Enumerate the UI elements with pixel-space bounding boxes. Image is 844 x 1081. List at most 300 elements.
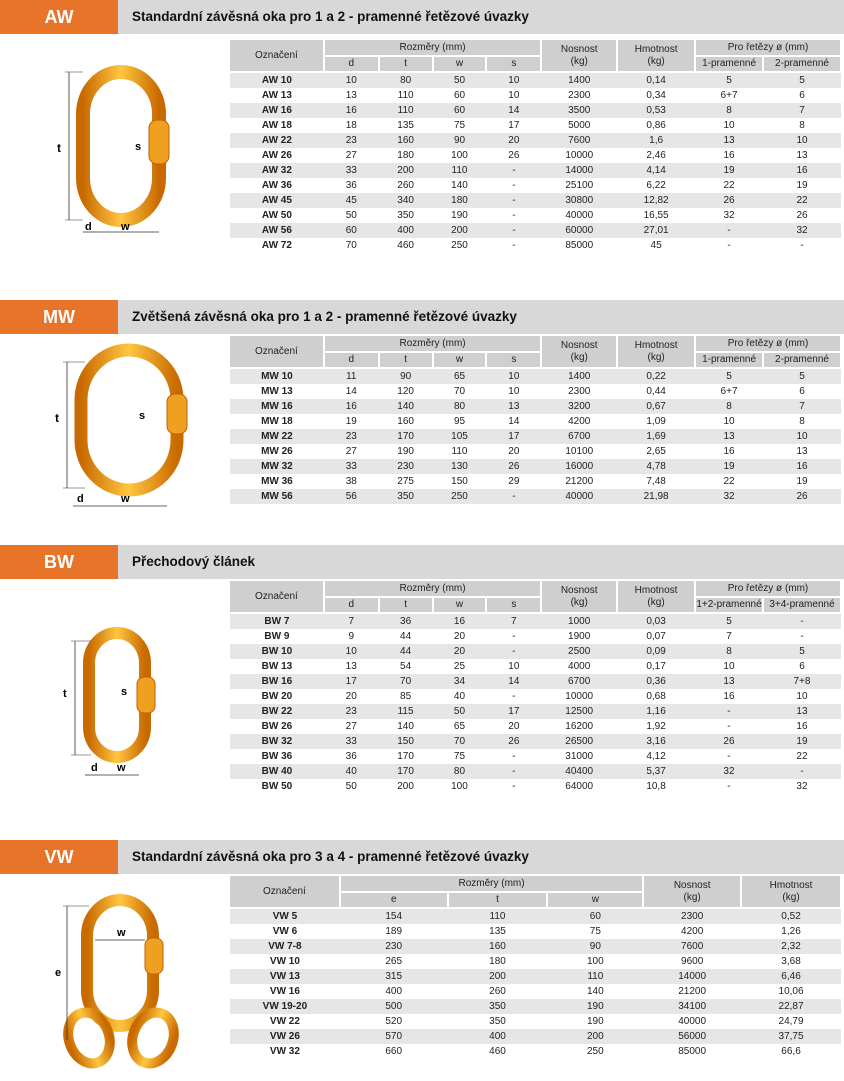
col-sub-t: t: [448, 892, 548, 908]
row-cell: 60: [453, 90, 466, 101]
table-row: [230, 88, 841, 103]
row-cell: 60: [324, 223, 379, 238]
table-row: [230, 689, 841, 704]
row-cell: 4,14: [617, 163, 695, 178]
row-cell: 0,14: [617, 72, 695, 88]
row-cell: 4,78: [617, 459, 695, 474]
row-cell: 10: [763, 429, 841, 444]
row-cell: 7600: [643, 939, 741, 954]
row-designation: MW 22: [230, 429, 324, 444]
table-row: [230, 659, 841, 674]
row-cell: 160: [379, 133, 433, 148]
row-cell: 9: [348, 631, 355, 642]
row-cell: 1,16: [617, 704, 695, 719]
aw-table: [230, 40, 842, 253]
row-cell: 26: [486, 459, 541, 474]
row-cell: 65: [453, 721, 466, 732]
table-row: [230, 644, 841, 659]
row-cell: 26: [695, 193, 763, 208]
row-cell: 6+7: [720, 90, 738, 101]
row-cell: 50: [433, 72, 487, 88]
row-designation: BW 50: [261, 781, 293, 792]
row-cell: 32: [695, 764, 763, 779]
dim-label-d: d: [77, 493, 84, 505]
row-cell: -: [512, 781, 516, 792]
table-row: [230, 1029, 841, 1044]
section-vw: [0, 840, 844, 1081]
table-row: [230, 384, 841, 399]
row-cell: -: [486, 764, 541, 779]
row-cell: 7: [486, 613, 541, 629]
row-cell: 22,87: [741, 999, 841, 1014]
row-cell: 400: [379, 223, 433, 238]
col-sub-1: 1-pramenné: [695, 56, 763, 72]
section-code: VW: [0, 840, 118, 874]
row-cell: 189: [385, 926, 403, 937]
table-row: [230, 719, 841, 734]
row-cell: -: [512, 180, 516, 191]
row-designation: VW 26: [230, 1029, 340, 1044]
row-cell: 7,48: [646, 476, 666, 487]
row-cell: 17: [508, 120, 520, 131]
row-cell: 40400: [541, 764, 617, 779]
row-cell: 14000: [643, 969, 741, 984]
table-row: [230, 223, 841, 238]
row-designation: MW 32: [230, 459, 324, 474]
table-row: [230, 704, 841, 719]
row-cell: 200: [448, 969, 548, 984]
row-cell: 16,55: [643, 210, 669, 221]
table-row: [230, 459, 841, 474]
row-cell: 8: [695, 644, 763, 659]
row-cell: 19: [695, 163, 763, 178]
row-cell: 16200: [565, 721, 594, 732]
row-cell: 1,26: [781, 926, 801, 937]
row-cell: -: [512, 210, 516, 221]
row-cell: 90: [547, 939, 643, 954]
row-cell: 16: [433, 613, 487, 629]
row-cell: 16000: [541, 459, 617, 474]
row-cell: 66,6: [781, 1046, 801, 1057]
row-cell: 0,36: [617, 674, 695, 689]
row-cell: 340: [379, 193, 433, 208]
row-cell: 33: [324, 163, 379, 178]
row-cell: 0,86: [646, 120, 666, 131]
row-cell: 10: [508, 661, 520, 672]
row-cell: 8: [799, 416, 805, 427]
row-cell: 100: [586, 956, 604, 967]
row-designation: BW 32: [230, 734, 324, 749]
row-cell: 17: [324, 674, 379, 689]
dim-label-d: d: [91, 762, 98, 774]
table-row: [230, 133, 841, 148]
row-cell: 16: [763, 163, 841, 178]
row-cell: 230: [340, 939, 448, 954]
row-cell: 10: [486, 72, 541, 88]
row-cell: 190: [586, 1016, 604, 1027]
row-cell: -: [512, 240, 516, 251]
table-row: [230, 1044, 841, 1059]
row-cell: 75: [589, 926, 601, 937]
row-cell: 200: [397, 781, 414, 792]
row-cell: -: [486, 193, 541, 208]
col-sub-w: w: [547, 892, 643, 908]
row-cell: 14: [486, 674, 541, 689]
dim-label-t: t: [63, 688, 67, 700]
row-cell: 40: [453, 691, 466, 702]
col-sub-s: s: [486, 597, 541, 613]
col-header-pro: Pro řetězy ø (mm): [695, 581, 841, 597]
row-designation: BW 36: [261, 751, 293, 762]
row-designation: AW 26: [261, 150, 292, 161]
col-header-hmotnost: Hmotnost (kg): [617, 40, 695, 72]
row-cell: 6,46: [741, 969, 841, 984]
table-row: [230, 939, 841, 954]
row-cell: 190: [451, 210, 468, 221]
transition-link-bw-illustration: [55, 625, 175, 800]
row-cell: 70: [345, 240, 357, 251]
row-cell: 1,92: [646, 721, 666, 732]
row-cell: 4,12: [646, 751, 666, 762]
row-designation: MW 18: [261, 416, 293, 427]
row-cell: -: [727, 721, 731, 732]
row-cell: 10: [723, 120, 735, 131]
col-sub-d: d: [324, 352, 379, 368]
row-designation: VW 16: [269, 986, 300, 997]
row-cell: 7: [726, 631, 732, 642]
row-cell: 5000: [568, 120, 591, 131]
table-row: [230, 674, 841, 689]
table-row: [230, 1014, 841, 1029]
row-cell: 16: [324, 399, 379, 414]
row-cell: 56: [324, 489, 379, 504]
row-designation: BW 26: [261, 721, 293, 732]
row-cell: 6: [799, 90, 805, 101]
row-cell: 26: [695, 734, 763, 749]
row-cell: 120: [397, 386, 414, 397]
row-cell: 14: [486, 103, 541, 118]
table-row: [230, 414, 841, 429]
table-row: [230, 613, 841, 629]
row-cell: 20: [508, 721, 520, 732]
dim-label-e: e: [55, 967, 62, 979]
row-cell: 100: [451, 150, 468, 161]
row-cell: 7: [763, 103, 841, 118]
row-cell: 1000: [541, 613, 617, 629]
table-row: [230, 764, 841, 779]
row-cell: 19: [695, 459, 763, 474]
row-designation: AW 36: [261, 180, 292, 191]
section-code: BW: [0, 545, 118, 579]
row-cell: 21200: [565, 476, 594, 487]
row-cell: 230: [379, 459, 433, 474]
table-row: [230, 72, 841, 88]
row-cell: 7+8: [763, 674, 841, 689]
row-cell: 570: [340, 1029, 448, 1044]
row-designation: VW 6: [272, 926, 298, 937]
table-row: [230, 629, 841, 644]
row-cell: 60000: [541, 223, 617, 238]
col-sub-2: 3+4-pramenné: [763, 597, 841, 613]
row-cell: 10,8: [646, 781, 666, 792]
row-cell: 20: [345, 691, 357, 702]
row-cell: 22: [763, 193, 841, 208]
row-cell: 140: [451, 180, 468, 191]
row-cell: 350: [489, 1016, 506, 1027]
row-cell: 26: [486, 734, 541, 749]
row-cell: 500: [340, 999, 448, 1014]
row-designation: BW 16: [230, 674, 324, 689]
row-cell: 110: [397, 90, 414, 101]
row-cell: 6,22: [646, 180, 666, 191]
row-cell: 14: [345, 386, 357, 397]
section-aw: [0, 0, 844, 282]
row-designation: MW 36: [261, 476, 293, 487]
row-cell: 16: [324, 103, 379, 118]
row-cell: 13: [763, 704, 841, 719]
row-cell: 10: [486, 368, 541, 384]
row-cell: 25100: [565, 180, 594, 191]
row-cell: 60: [547, 908, 643, 924]
row-cell: 90: [379, 368, 433, 384]
table-body: [230, 613, 841, 794]
row-cell: 13: [695, 133, 763, 148]
row-cell: 23: [324, 429, 379, 444]
dim-label-w: w: [121, 221, 130, 233]
row-designation: VW 5: [230, 908, 340, 924]
row-cell: 32: [763, 223, 841, 238]
row-designation: AW 18: [261, 120, 292, 131]
row-cell: 13: [796, 446, 808, 457]
row-cell: 2,46: [646, 150, 666, 161]
table-row: [230, 474, 841, 489]
row-cell: 36: [345, 180, 357, 191]
row-cell: 4200: [681, 926, 704, 937]
row-cell: 17: [486, 704, 541, 719]
row-cell: 75: [453, 751, 466, 762]
row-cell: 265: [385, 956, 403, 967]
row-cell: 1900: [568, 631, 591, 642]
col-header-hmotnost: Hmotnost (kg): [617, 581, 695, 613]
row-cell: 460: [397, 240, 414, 251]
row-cell: 10: [324, 644, 379, 659]
row-cell: 5: [695, 613, 763, 629]
row-cell: 26500: [541, 734, 617, 749]
row-cell: 10,06: [778, 986, 804, 997]
dim-label-s: s: [135, 141, 142, 153]
table-row: [230, 163, 841, 178]
row-cell: 26: [508, 150, 520, 161]
row-designation: AW 22: [230, 133, 324, 148]
row-cell: 0,22: [617, 368, 695, 384]
table-row: [230, 238, 841, 253]
col-header-nosnost: Nosnost (kg): [541, 40, 617, 72]
row-cell: 6700: [541, 674, 617, 689]
table-row: [230, 178, 841, 193]
row-cell: 660: [385, 1046, 403, 1057]
row-designation: VW 10: [269, 956, 300, 967]
row-cell: -: [727, 751, 731, 762]
row-cell: 10000: [565, 691, 594, 702]
row-cell: 1400: [541, 368, 617, 384]
row-cell: 29: [508, 476, 520, 487]
row-cell: 12500: [541, 704, 617, 719]
row-designation: VW 13: [230, 969, 340, 984]
row-cell: 32: [695, 489, 763, 504]
section-title: Standardní závěsná oka pro 1 a 2 - pramenné řetězové úvazky: [132, 9, 529, 24]
table-row: [230, 924, 841, 939]
row-cell: 65: [433, 368, 487, 384]
row-designation: MW 10: [230, 368, 324, 384]
row-cell: 22: [723, 180, 735, 191]
row-cell: 350: [379, 489, 433, 504]
row-cell: -: [800, 631, 804, 642]
row-cell: 135: [489, 926, 506, 937]
row-cell: 8: [799, 120, 805, 131]
row-cell: -: [486, 223, 541, 238]
row-designation: VW 22: [269, 1016, 300, 1027]
col-sub-w: w: [433, 352, 487, 368]
row-designation: AW 56: [230, 223, 324, 238]
row-designation: BW 7: [230, 613, 324, 629]
col-sub-d: d: [324, 597, 379, 613]
row-cell: -: [512, 751, 516, 762]
row-cell: 14: [508, 416, 520, 427]
row-cell: 11: [324, 368, 379, 384]
row-cell: -: [486, 644, 541, 659]
row-cell: 27,01: [617, 223, 695, 238]
section-code: AW: [0, 0, 118, 34]
row-cell: 180: [433, 193, 487, 208]
row-cell: 5: [695, 368, 763, 384]
table-body: [230, 72, 841, 253]
row-cell: 13: [486, 399, 541, 414]
row-designation: BW 10: [230, 644, 324, 659]
row-designation: MW 26: [261, 446, 293, 457]
row-cell: 85000: [565, 240, 594, 251]
row-cell: 1,09: [646, 416, 666, 427]
row-cell: -: [486, 163, 541, 178]
row-cell: 25: [453, 661, 466, 672]
row-cell: 250: [586, 1046, 604, 1057]
row-cell: 20: [508, 446, 520, 457]
row-cell: 4000: [568, 661, 591, 672]
table-row: [230, 103, 841, 118]
row-cell: 7: [324, 613, 379, 629]
table-body: [230, 908, 841, 1059]
row-cell: 54: [400, 661, 412, 672]
row-cell: 14000: [541, 163, 617, 178]
row-cell: 260: [489, 986, 506, 997]
row-cell: 200: [433, 223, 487, 238]
row-cell: 40: [324, 764, 379, 779]
row-cell: 60: [433, 103, 487, 118]
dim-label-s: s: [139, 410, 146, 422]
row-cell: 2,32: [741, 939, 841, 954]
row-cell: 16: [763, 459, 841, 474]
dim-label-w: w: [121, 493, 130, 505]
row-cell: 5: [695, 72, 763, 88]
row-designation: VW 19-20: [230, 999, 340, 1014]
row-cell: 170: [397, 751, 414, 762]
row-cell: 40000: [678, 1016, 707, 1027]
row-cell: 50: [345, 210, 357, 221]
row-cell: 10: [508, 386, 520, 397]
row-cell: 13: [345, 661, 357, 672]
row-cell: 50: [345, 781, 357, 792]
row-cell: 0,17: [646, 661, 666, 672]
row-cell: -: [727, 781, 731, 792]
section-mw: [0, 300, 844, 530]
row-cell: 115: [379, 704, 433, 719]
master-link-aw-illustration: [45, 60, 175, 240]
table-row: [230, 954, 841, 969]
row-cell: 0,09: [617, 644, 695, 659]
master-link-vw-illustration: [45, 892, 195, 1077]
row-cell: 45: [324, 193, 379, 208]
col-sub-s: s: [486, 352, 541, 368]
table-row: [230, 193, 841, 208]
col-header-dims: Rozměry (mm): [324, 581, 541, 597]
row-designation: MW 16: [230, 399, 324, 414]
col-header-name: Označení: [230, 581, 324, 613]
row-cell: 315: [340, 969, 448, 984]
row-cell: 6700: [541, 429, 617, 444]
col-sub-e: e: [340, 892, 448, 908]
row-cell: 24,79: [778, 1016, 804, 1027]
row-cell: 7: [763, 399, 841, 414]
col-sub-t: t: [379, 352, 433, 368]
col-header-dims: Rozměry (mm): [340, 876, 643, 892]
dim-label-w: w: [117, 927, 126, 939]
row-cell: 21,98: [617, 489, 695, 504]
row-cell: 10: [723, 416, 735, 427]
row-cell: 70: [433, 734, 487, 749]
row-designation: BW 40: [230, 764, 324, 779]
row-cell: 20: [453, 631, 466, 642]
row-cell: 27: [345, 721, 357, 732]
row-cell: 2,65: [646, 446, 666, 457]
table-row: [230, 908, 841, 924]
row-cell: 10: [508, 90, 520, 101]
row-cell: 0,68: [646, 691, 666, 702]
row-cell: 0,07: [646, 631, 666, 642]
row-cell: -: [512, 691, 516, 702]
row-designation: BW 22: [230, 704, 324, 719]
row-cell: 0,34: [646, 90, 666, 101]
row-cell: 44: [379, 644, 433, 659]
row-cell: 75: [453, 120, 466, 131]
row-cell: 38: [345, 476, 357, 487]
section-title: Standardní závěsná oka pro 3 a 4 - pramenné řetězové úvazky: [132, 849, 529, 864]
row-cell: 22: [796, 751, 808, 762]
row-cell: -: [800, 240, 804, 251]
table-row: [230, 489, 841, 504]
row-designation: BW 9: [264, 631, 290, 642]
row-cell: 27: [345, 446, 357, 457]
row-cell: 8: [695, 399, 763, 414]
row-cell: 3500: [541, 103, 617, 118]
row-cell: 135: [397, 120, 414, 131]
section-header: [0, 545, 844, 579]
col-header-pro: Pro řetězy ø (mm): [695, 336, 841, 352]
row-cell: -: [763, 613, 841, 629]
row-cell: -: [763, 764, 841, 779]
row-cell: 23: [324, 133, 379, 148]
mw-table: [230, 336, 842, 504]
row-cell: 33: [324, 734, 379, 749]
bw-table: [230, 581, 842, 794]
